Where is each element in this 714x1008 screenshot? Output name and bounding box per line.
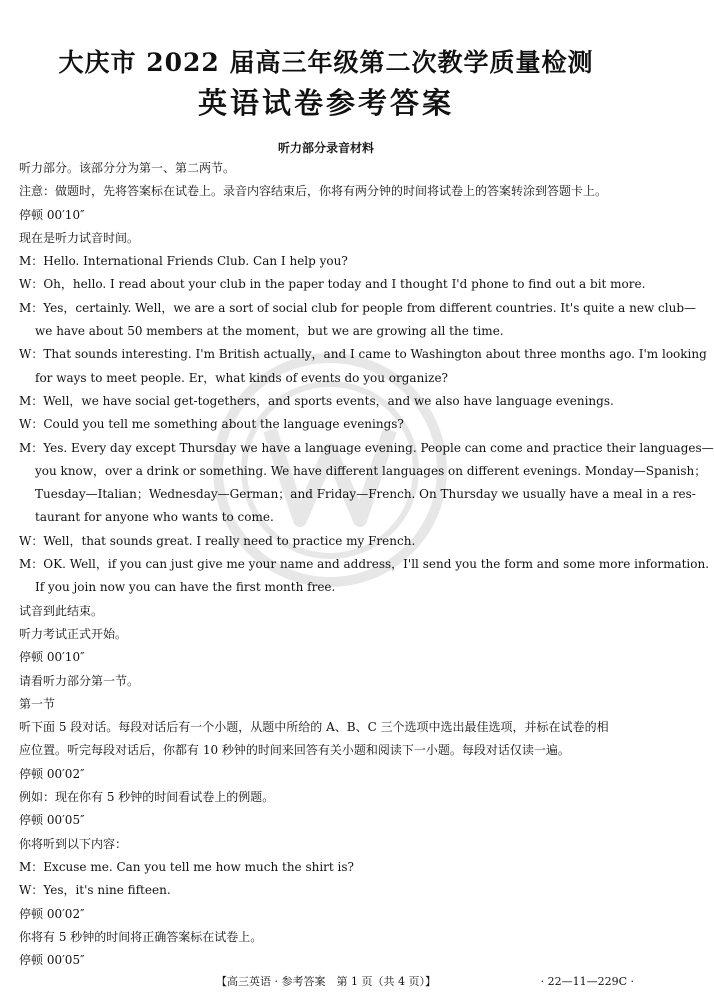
transcript-line: 听力部分。该部分分为第一、第二两节。: [19, 161, 236, 175]
transcript-line: 注意：做题时，先将答案标在试卷上。录音内容结束后，你将有两分钟的时间将试卷上的答案转涂到答题卡上。: [19, 184, 608, 199]
transcript-line: 第一节: [19, 696, 56, 711]
listening-transcript: [19, 157, 714, 972]
transcript-line: taurant for anyone who wants to come.: [35, 510, 274, 525]
transcript-line: Tuesday—Italian；Wednesday—German；and Friday—French. On Thursday we usually have a meal in a res-: [35, 487, 696, 502]
transcript-line: 停顿 00′10″: [19, 650, 85, 665]
transcript-line: 试音到此结束。: [19, 603, 104, 618]
transcript-line: 你将听到以下内容：: [19, 836, 128, 851]
transcript-line: 你将有 5 秒钟的时间将正确答案标在试卷上。: [19, 929, 263, 944]
transcript-line: 现在是听力试音时间。: [19, 230, 140, 245]
transcript-line: we have about 50 members at the moment，but we are growing all the time.: [35, 324, 504, 339]
transcript-line: M：Yes. Every day except Thursday we have a language evening. People can come and practice their languages—: [19, 440, 714, 455]
transcript-line: W：Oh，hello. I read about your club in the paper today and I thought I'd phone to find out a bit more.: [19, 277, 646, 292]
transcript-line: 例如：现在你有 5 秒钟的时间看试卷上的例题。: [19, 790, 275, 805]
transcript-line: M：Well，we have social get-togethers，and sports events，and we also have language evenings.: [19, 393, 614, 408]
transcript-line: M：Yes，certainly. Well，we are a sort of social club for people from different countries. It's quite a new club—: [19, 300, 697, 315]
transcript-line: If you join now you can have the first month free.: [35, 580, 336, 595]
transcript-line: 听下面 5 段对话。每段对话后有一个小题，从题中所给的 A、B、C 三个选项中选出最佳选项，并标在试卷的相: [19, 720, 609, 735]
transcript-line: W：Could you tell me something about the language evenings?: [19, 417, 404, 432]
transcript-line: W：Yes，it's nine fifteen.: [19, 883, 171, 898]
page-footer: [0, 972, 652, 992]
transcript-line: 停顿 00′05″: [19, 813, 85, 828]
transcript-line: W：That sounds interesting. I'm British actually，and I came to Washington about three months ago. I'm looking: [19, 347, 707, 362]
footer-page-info: 【高三英语 · 参考答案 第 1 页（共 4 页）】: [216, 975, 436, 988]
footer-code: · 22—11—229C ·: [540, 975, 634, 988]
transcript-line: 应位置。听完每段对话后，你都有 10 秒钟的时间来回答有关小题和阅读下一小题。每段对话仅读一遍。: [19, 743, 570, 758]
document-subtitle: 英语试卷参考答案: [197, 86, 454, 120]
transcript-line: 停顿 00′05″: [19, 953, 85, 968]
transcript-line: 停顿 00′10″: [19, 207, 85, 222]
transcript-line: 停顿 00′02″: [19, 766, 85, 781]
transcript-line: W：Well，that sounds great. I really need to practice my French.: [19, 533, 416, 548]
transcript-line: for ways to meet people. Er，what kinds of events do you organize?: [35, 370, 448, 385]
transcript-line: you know，over a drink or something. We have different languages on different evenings. Monday—Spanish；: [35, 463, 707, 478]
transcript-line: 请看听力部分第一节。: [19, 673, 140, 688]
transcript-line: 停顿 00′02″: [19, 906, 85, 921]
transcript-line: 听力考试正式开始。: [19, 626, 128, 641]
document-title: 大庆市 2022 届高三年级第二次教学质量检测: [58, 48, 594, 77]
transcript-line: M：OK. Well，if you can just give me your name and address，I'll send you the form and some more information.: [19, 557, 710, 572]
transcript-line: M：Excuse me. Can you tell me how much the shirt is?: [19, 859, 354, 874]
transcript-line: M：Hello. International Friends Club. Can I help you?: [19, 254, 348, 269]
section-title: 听力部分录音材料: [277, 141, 374, 155]
